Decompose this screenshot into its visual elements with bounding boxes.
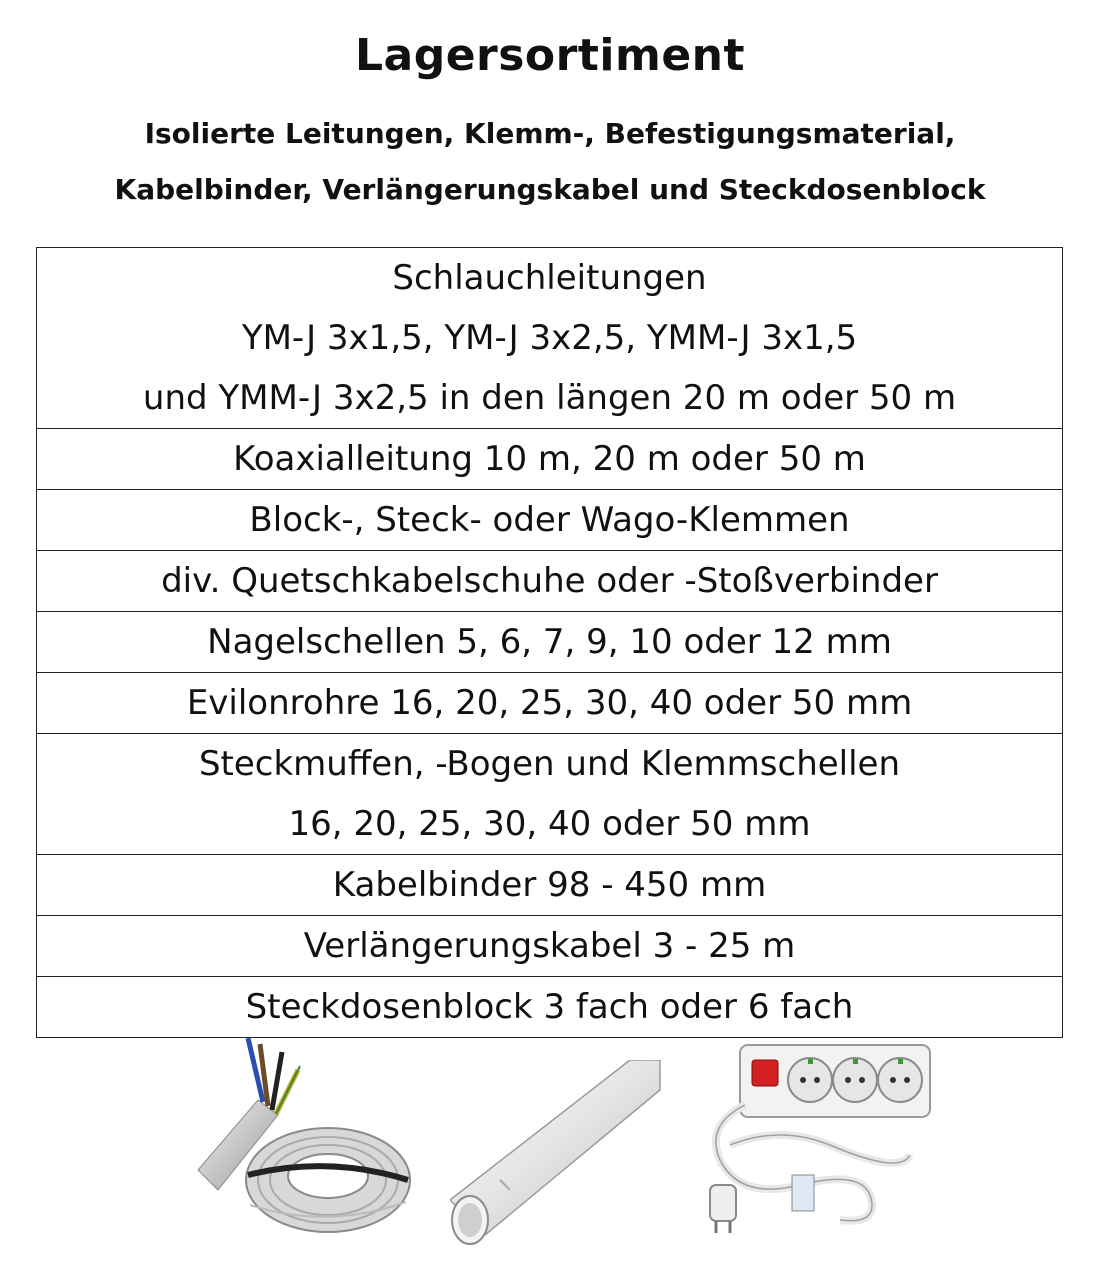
table-row <box>37 916 1063 977</box>
table-row <box>37 490 1063 551</box>
table-row <box>37 734 1063 855</box>
table-row <box>37 612 1063 673</box>
table-row <box>37 248 1063 429</box>
cell-line: Evilonrohre 16, 20, 25, 30, 40 oder 50 mm <box>186 683 913 723</box>
table-cell <box>37 855 1063 916</box>
cable-coil-image <box>188 1030 418 1240</box>
cell-line: Steckdosenblock 3 fach oder 6 fach <box>245 987 854 1027</box>
subtitle-line-1: Isolierte Leitungen, Klemm-, Befestigungsmaterial, <box>144 117 956 150</box>
cell-line: Kabelbinder 98 - 450 mm <box>332 865 767 905</box>
cell-line: div. Quetschkabelschuhe oder -Stoßverbinder <box>161 561 938 601</box>
cell-line: Koaxialleitung 10 m, 20 m oder 50 m <box>233 439 866 479</box>
power-strip-image <box>700 1035 940 1235</box>
cell-line: Nagelschellen 5, 6, 7, 9, 10 oder 12 mm <box>207 622 892 662</box>
table-cell <box>37 248 1063 429</box>
cell-line: Block-, Steck- oder Wago-Klemmen <box>249 500 850 540</box>
cell-line: YM-J 3x1,5, YM-J 3x2,5, YMM-J 3x1,5 <box>241 318 858 358</box>
subtitle-line-2: Kabelbinder, Verlängerungskabel und Steckdosenblock <box>114 173 986 206</box>
table-row <box>37 977 1063 1038</box>
table-row <box>37 855 1063 916</box>
table-cell <box>37 490 1063 551</box>
page-title: Lagersortiment <box>354 30 746 81</box>
cell-line: 16, 20, 25, 30, 40 oder 50 mm <box>288 804 811 844</box>
table-cell <box>37 429 1063 490</box>
cell-line: Steckmuffen, -Bogen und Klemmschellen <box>198 744 901 784</box>
table-cell <box>37 612 1063 673</box>
stock-table <box>36 247 1063 1038</box>
cell-line: Verlängerungskabel 3 - 25 m <box>303 926 796 966</box>
table-cell <box>37 734 1063 855</box>
table-row <box>37 429 1063 490</box>
table-cell <box>37 977 1063 1038</box>
table-row <box>37 551 1063 612</box>
table-cell <box>37 551 1063 612</box>
cell-line: Schlauchleitungen <box>392 258 707 298</box>
table-cell <box>37 916 1063 977</box>
cell-line: und YMM-J 3x2,5 in den längen 20 m oder 50 m <box>142 378 957 418</box>
conduit-tube-image <box>450 1060 670 1250</box>
table-cell <box>37 673 1063 734</box>
table-row <box>37 673 1063 734</box>
